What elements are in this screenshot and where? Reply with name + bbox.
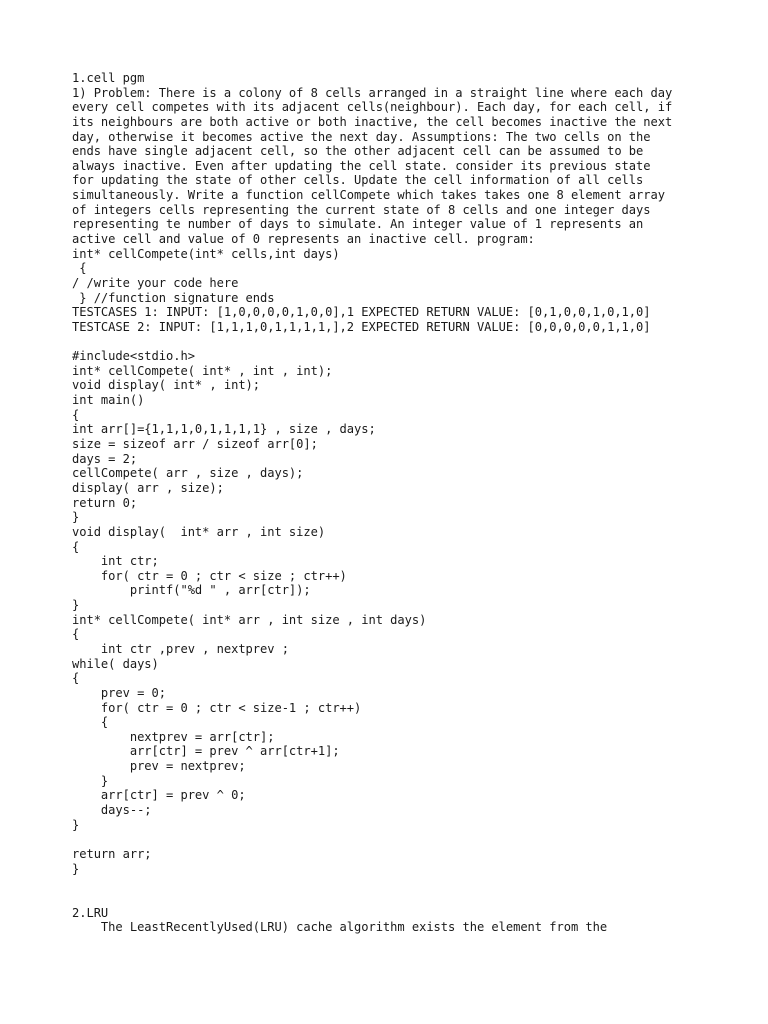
text-line: } — [72, 510, 80, 525]
text-line: { — [72, 627, 80, 642]
text-line: int* cellCompete(int* cells,int days) — [72, 246, 340, 261]
text-line: simultaneously. Write a function cellCompete which takes takes one 8 element array — [72, 188, 665, 203]
text-line: } — [72, 598, 80, 613]
text-line — [72, 891, 752, 906]
text-line: its neighbours are both active or both inactive, the cell becomes inactive the next — [72, 114, 673, 129]
text-line — [72, 832, 752, 847]
text-line: 1) Problem: There is a colony of 8 cells arranged in a straight line where each day — [72, 85, 673, 100]
text-line: 1.cell pgm — [72, 71, 145, 85]
text-line: printf("%d " , arr[ctr]); — [72, 583, 311, 598]
text-line: representing te number of days to simulate. An integer value of 1 represents an — [72, 217, 644, 232]
text-line: of integers cells representing the current state of 8 cells and one integer days — [72, 202, 651, 217]
text-line: } //function signature ends — [72, 290, 275, 305]
text-line: day, otherwise it becomes active the next day. Assumptions: The two cells on the — [72, 129, 651, 144]
text-line: void display( int* , int); — [72, 378, 261, 393]
text-line: for( ctr = 0 ; ctr < size-1 ; ctr++) — [72, 700, 362, 715]
text-line: { — [72, 539, 80, 554]
text-line: arr[ctr] = prev ^ 0; — [72, 788, 246, 803]
text-line: int ctr; — [72, 554, 159, 569]
text-line: days--; — [72, 803, 152, 818]
text-line: days = 2; — [72, 451, 138, 466]
text-line: for updating the state of other cells. Update the cell information of all cells — [72, 173, 644, 188]
text-line: { — [72, 671, 80, 686]
text-line: / /write your code here — [72, 275, 239, 290]
text-line: arr[ctr] = prev ^ arr[ctr+1]; — [72, 744, 340, 759]
text-line: { — [72, 407, 80, 422]
text-line: } — [72, 817, 80, 832]
text-line: { — [72, 715, 109, 730]
text-line — [72, 335, 752, 350]
text-line: active cell and value of 0 represents an inactive cell. program: — [72, 232, 535, 247]
text-line: 2.LRU — [72, 905, 109, 920]
text-line: while( days) — [72, 656, 159, 671]
text-line: int arr[]={1,1,1,0,1,1,1,1} , size , days; — [72, 422, 376, 437]
text-line: The LeastRecentlyUsed(LRU) cache algorithm exists the element from the — [72, 920, 608, 935]
text-line: } — [72, 773, 109, 788]
text-line: void display( int* arr , int size) — [72, 524, 326, 539]
text-line: { — [72, 261, 87, 276]
text-line — [72, 876, 752, 891]
text-line: for( ctr = 0 ; ctr < size ; ctr++) — [72, 568, 347, 583]
text-line: prev = nextprev; — [72, 759, 246, 774]
text-line: TESTCASE 2: INPUT: [1,1,1,0,1,1,1,1,],2 EXPECTED RETURN VALUE: [0,0,0,0,0,1,1,0] — [72, 319, 651, 334]
text-line: int* cellCompete( int* arr , int size , int days) — [72, 612, 427, 627]
text-line: nextprev = arr[ctr]; — [72, 729, 275, 744]
text-line: return arr; — [72, 846, 152, 861]
text-line: prev = 0; — [72, 685, 167, 700]
text-line: int* cellCompete( int* , int , int); — [72, 363, 333, 378]
text-line: always inactive. Even after updating the cell state. consider its previous state — [72, 158, 651, 173]
text-line: every cell competes with its adjacent cells(neighbour). Each day, for each cell, if — [72, 100, 673, 115]
text-line: cellCompete( arr , size , days); — [72, 466, 304, 481]
text-line: TESTCASES 1: INPUT: [1,0,0,0,0,1,0,0],1 EXPECTED RETURN VALUE: [0,1,0,0,1,0,1,0] — [72, 305, 651, 320]
text-line: ends have single adjacent cell, so the other adjacent cell can be assumed to be — [72, 144, 644, 159]
text-line: return 0; — [72, 495, 138, 510]
text-line: #include<stdio.h> — [72, 349, 195, 364]
text-line: display( arr , size); — [72, 480, 224, 495]
text-line: int main() — [72, 393, 145, 408]
text-line: int ctr ,prev , nextprev ; — [72, 641, 289, 656]
document-page — [72, 71, 752, 935]
text-line: size = sizeof arr / sizeof arr[0]; — [72, 437, 318, 452]
text-line: } — [72, 861, 80, 876]
